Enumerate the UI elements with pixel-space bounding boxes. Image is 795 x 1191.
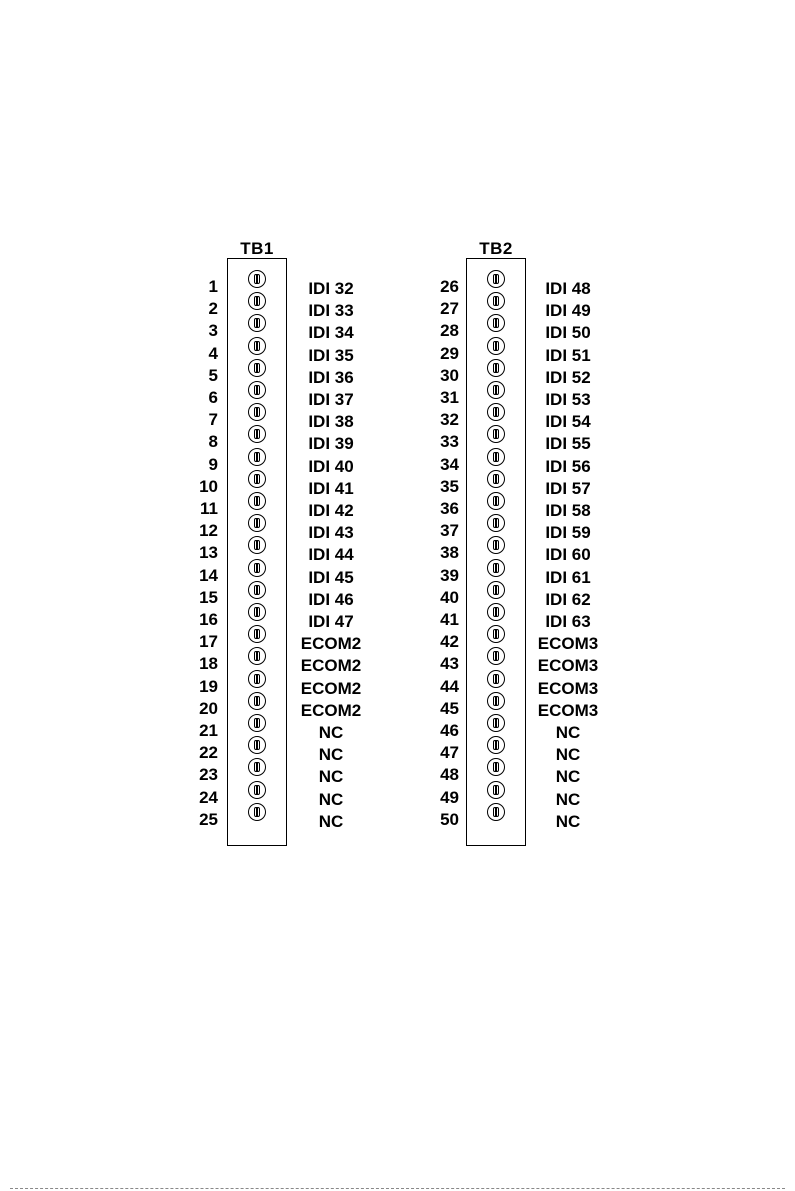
tb1-signal-label: IDI 37	[308, 390, 354, 409]
tb2-pin-number: 36	[440, 499, 459, 518]
tb2-signal-label: NC	[555, 811, 581, 831]
tb2-pin-number: 35	[440, 476, 459, 496]
tb2-pin-number: 43	[440, 654, 459, 674]
tb2-signal-label: IDI 55	[545, 434, 591, 454]
tb2-signal-label: IDI 59	[545, 523, 591, 543]
tb2-pin-number: 46	[440, 721, 459, 740]
tb2-pin-number: 48	[440, 765, 459, 785]
tb2-pin-number: 27	[440, 299, 459, 319]
screw-terminal-icon	[487, 603, 505, 621]
tb1-signal-label: IDI 47	[308, 612, 354, 631]
screw-terminal-icon	[487, 670, 505, 688]
tb2-pin-number: 49	[440, 787, 459, 807]
tb2-pin-number: 47	[440, 743, 459, 763]
tb2-signal-label: NC	[555, 767, 581, 787]
tb1-pin-number: 9	[208, 454, 218, 474]
screw-terminal-icon	[487, 448, 505, 466]
tb2-pin-number: 44	[440, 676, 459, 696]
tb1-signal-label: IDI 38	[308, 412, 354, 432]
screw-terminal-icon	[248, 692, 266, 710]
tb2-signal-label: IDI 53	[545, 390, 591, 409]
tb1-pin-number: 4	[208, 343, 218, 363]
tb1-pin-number: 17	[199, 632, 218, 652]
tb2-signal-label: NC	[555, 723, 581, 742]
screw-terminal-icon	[487, 559, 505, 577]
tb1-signal-label: NC	[318, 745, 344, 765]
tb1-signal-label: IDI 34	[308, 323, 354, 343]
tb2-pin-number: 33	[440, 432, 459, 452]
screw-terminal-icon	[248, 270, 266, 288]
tb1-signal-label: IDI 35	[308, 345, 354, 365]
tb1-pin-number: 7	[208, 410, 218, 430]
tb1-signal-label: ECOM2	[300, 678, 362, 698]
screw-terminal-icon	[248, 603, 266, 621]
tb1-signal-label: ECOM2	[300, 700, 362, 720]
screw-terminal-icon	[487, 359, 505, 377]
tb1-pin-number: 1	[208, 277, 218, 296]
tb2-pin-number: 31	[440, 388, 459, 407]
tb2-signal-label: NC	[555, 745, 581, 765]
screw-terminal-icon	[248, 492, 266, 510]
tb2-pin-number: 39	[440, 565, 459, 585]
tb2-pin-number: 26	[440, 277, 459, 296]
tb1-signal-label: IDI 36	[308, 367, 354, 387]
tb1-signal-label: IDI 39	[308, 434, 354, 454]
screw-terminal-icon	[248, 670, 266, 688]
tb1-pin-number: 12	[199, 521, 218, 541]
tb2-signal-label: ECOM3	[537, 700, 599, 720]
tb1-signal-label: NC	[318, 789, 344, 809]
tb2-pin-number: 45	[440, 698, 459, 718]
screw-terminal-icon	[248, 448, 266, 466]
tb1-signal-label: ECOM2	[300, 634, 362, 654]
screw-terminal-icon	[487, 270, 505, 288]
tb2-pin-number: 37	[440, 521, 459, 541]
screw-terminal-icon	[248, 470, 266, 488]
tb2-signal-label: IDI 61	[545, 567, 591, 587]
tb1-signal-label: IDI 40	[308, 456, 354, 476]
tb2-pin-number: 50	[440, 809, 459, 829]
tb1-pin-number: 8	[208, 432, 218, 452]
screw-terminal-icon	[248, 359, 266, 377]
tb1-signal-label: IDI 42	[308, 501, 354, 520]
tb1-pin-number: 15	[199, 587, 218, 607]
tb2-pin-number: 28	[440, 321, 459, 341]
screw-terminal-icon	[487, 714, 505, 732]
tb1-signal-label: IDI 45	[308, 567, 354, 587]
tb2-signal-label: IDI 63	[545, 612, 591, 631]
tb1-pin-number: 10	[199, 476, 218, 496]
tb2-pin-number: 30	[440, 365, 459, 385]
tb2-signal-label: IDI 56	[545, 456, 591, 476]
tb2-signal-label: ECOM3	[537, 678, 599, 698]
tb2-signal-label: IDI 58	[545, 501, 591, 520]
tb2-signal-label: NC	[555, 789, 581, 809]
tb2-pin-number: 32	[440, 410, 459, 430]
tb1-pin-number: 3	[208, 321, 218, 341]
tb1-pin-number: 19	[199, 676, 218, 696]
tb2-signal-label: IDI 52	[545, 367, 591, 387]
screw-terminal-icon	[248, 781, 266, 799]
screw-terminal-icon	[487, 337, 505, 355]
tb2-pin-number: 38	[440, 543, 459, 563]
tb2-pin-number: 34	[440, 454, 459, 474]
tb1-pin-number: 22	[199, 743, 218, 763]
screw-terminal-icon	[248, 581, 266, 599]
tb1-pin-number: 18	[199, 654, 218, 674]
tb2-title: TB2	[479, 239, 513, 258]
tb1-pin-number: 24	[199, 787, 218, 807]
tb1-pin-number: 2	[208, 299, 218, 319]
tb1-pin-number: 14	[199, 565, 218, 585]
tb1-signal-label: NC	[318, 811, 344, 831]
tb1-signal-label: IDI 44	[308, 545, 354, 565]
tb2-signal-label: ECOM3	[537, 656, 599, 676]
tb2-signal-label: IDI 60	[545, 545, 591, 565]
tb1-pin-number: 16	[199, 610, 218, 629]
tb1-pin-number: 11	[200, 499, 218, 518]
tb1-signal-label: IDI 33	[308, 301, 354, 321]
screw-terminal-icon	[248, 559, 266, 577]
tb1-signal-label: NC	[318, 723, 344, 742]
screw-terminal-icon	[248, 714, 266, 732]
tb1-pin-number: 25	[199, 809, 218, 829]
tb2-pin-number: 40	[440, 587, 459, 607]
tb1-pin-number: 23	[199, 765, 218, 785]
screw-terminal-icon	[487, 803, 505, 821]
screw-terminal-icon	[487, 470, 505, 488]
tb2-pin-number: 29	[440, 343, 459, 363]
tb2-signal-label: IDI 48	[545, 279, 591, 298]
tb1-pin-number: 20	[199, 698, 218, 718]
tb1-signal-label: NC	[318, 767, 344, 787]
tb1-signal-label: IDI 32	[308, 279, 354, 298]
tb2-signal-label: IDI 51	[545, 345, 591, 365]
screw-terminal-icon	[487, 581, 505, 599]
tb2-pin-number: 41	[440, 610, 459, 629]
tb1-pin-number: 6	[208, 388, 218, 407]
screw-terminal-icon	[487, 781, 505, 799]
tb1-pin-number: 21	[199, 721, 218, 740]
tb1-pin-number: 13	[199, 543, 218, 563]
tb2-signal-label: IDI 49	[545, 301, 591, 321]
tb2-pin-number: 42	[440, 632, 459, 652]
tb2-signal-label: ECOM3	[537, 634, 599, 654]
screw-terminal-icon	[248, 381, 266, 399]
tb2-signal-label: IDI 54	[545, 412, 591, 432]
tb2-signal-label: IDI 62	[545, 589, 591, 609]
screw-terminal-icon	[487, 381, 505, 399]
tb2-signal-label: IDI 50	[545, 323, 591, 343]
tb1-signal-label: ECOM2	[300, 656, 362, 676]
tb1-signal-label: IDI 43	[308, 523, 354, 543]
tb1-title: TB1	[240, 239, 274, 258]
tb1-pin-number: 5	[208, 365, 218, 385]
screw-terminal-icon	[248, 337, 266, 355]
screw-terminal-icon	[248, 803, 266, 821]
screw-terminal-icon	[487, 692, 505, 710]
page-bottom-rule	[10, 1188, 785, 1190]
tb1-signal-label: IDI 41	[308, 478, 354, 498]
tb2-signal-label: IDI 57	[545, 478, 591, 498]
screw-terminal-icon	[487, 492, 505, 510]
tb1-signal-label: IDI 46	[308, 589, 354, 609]
